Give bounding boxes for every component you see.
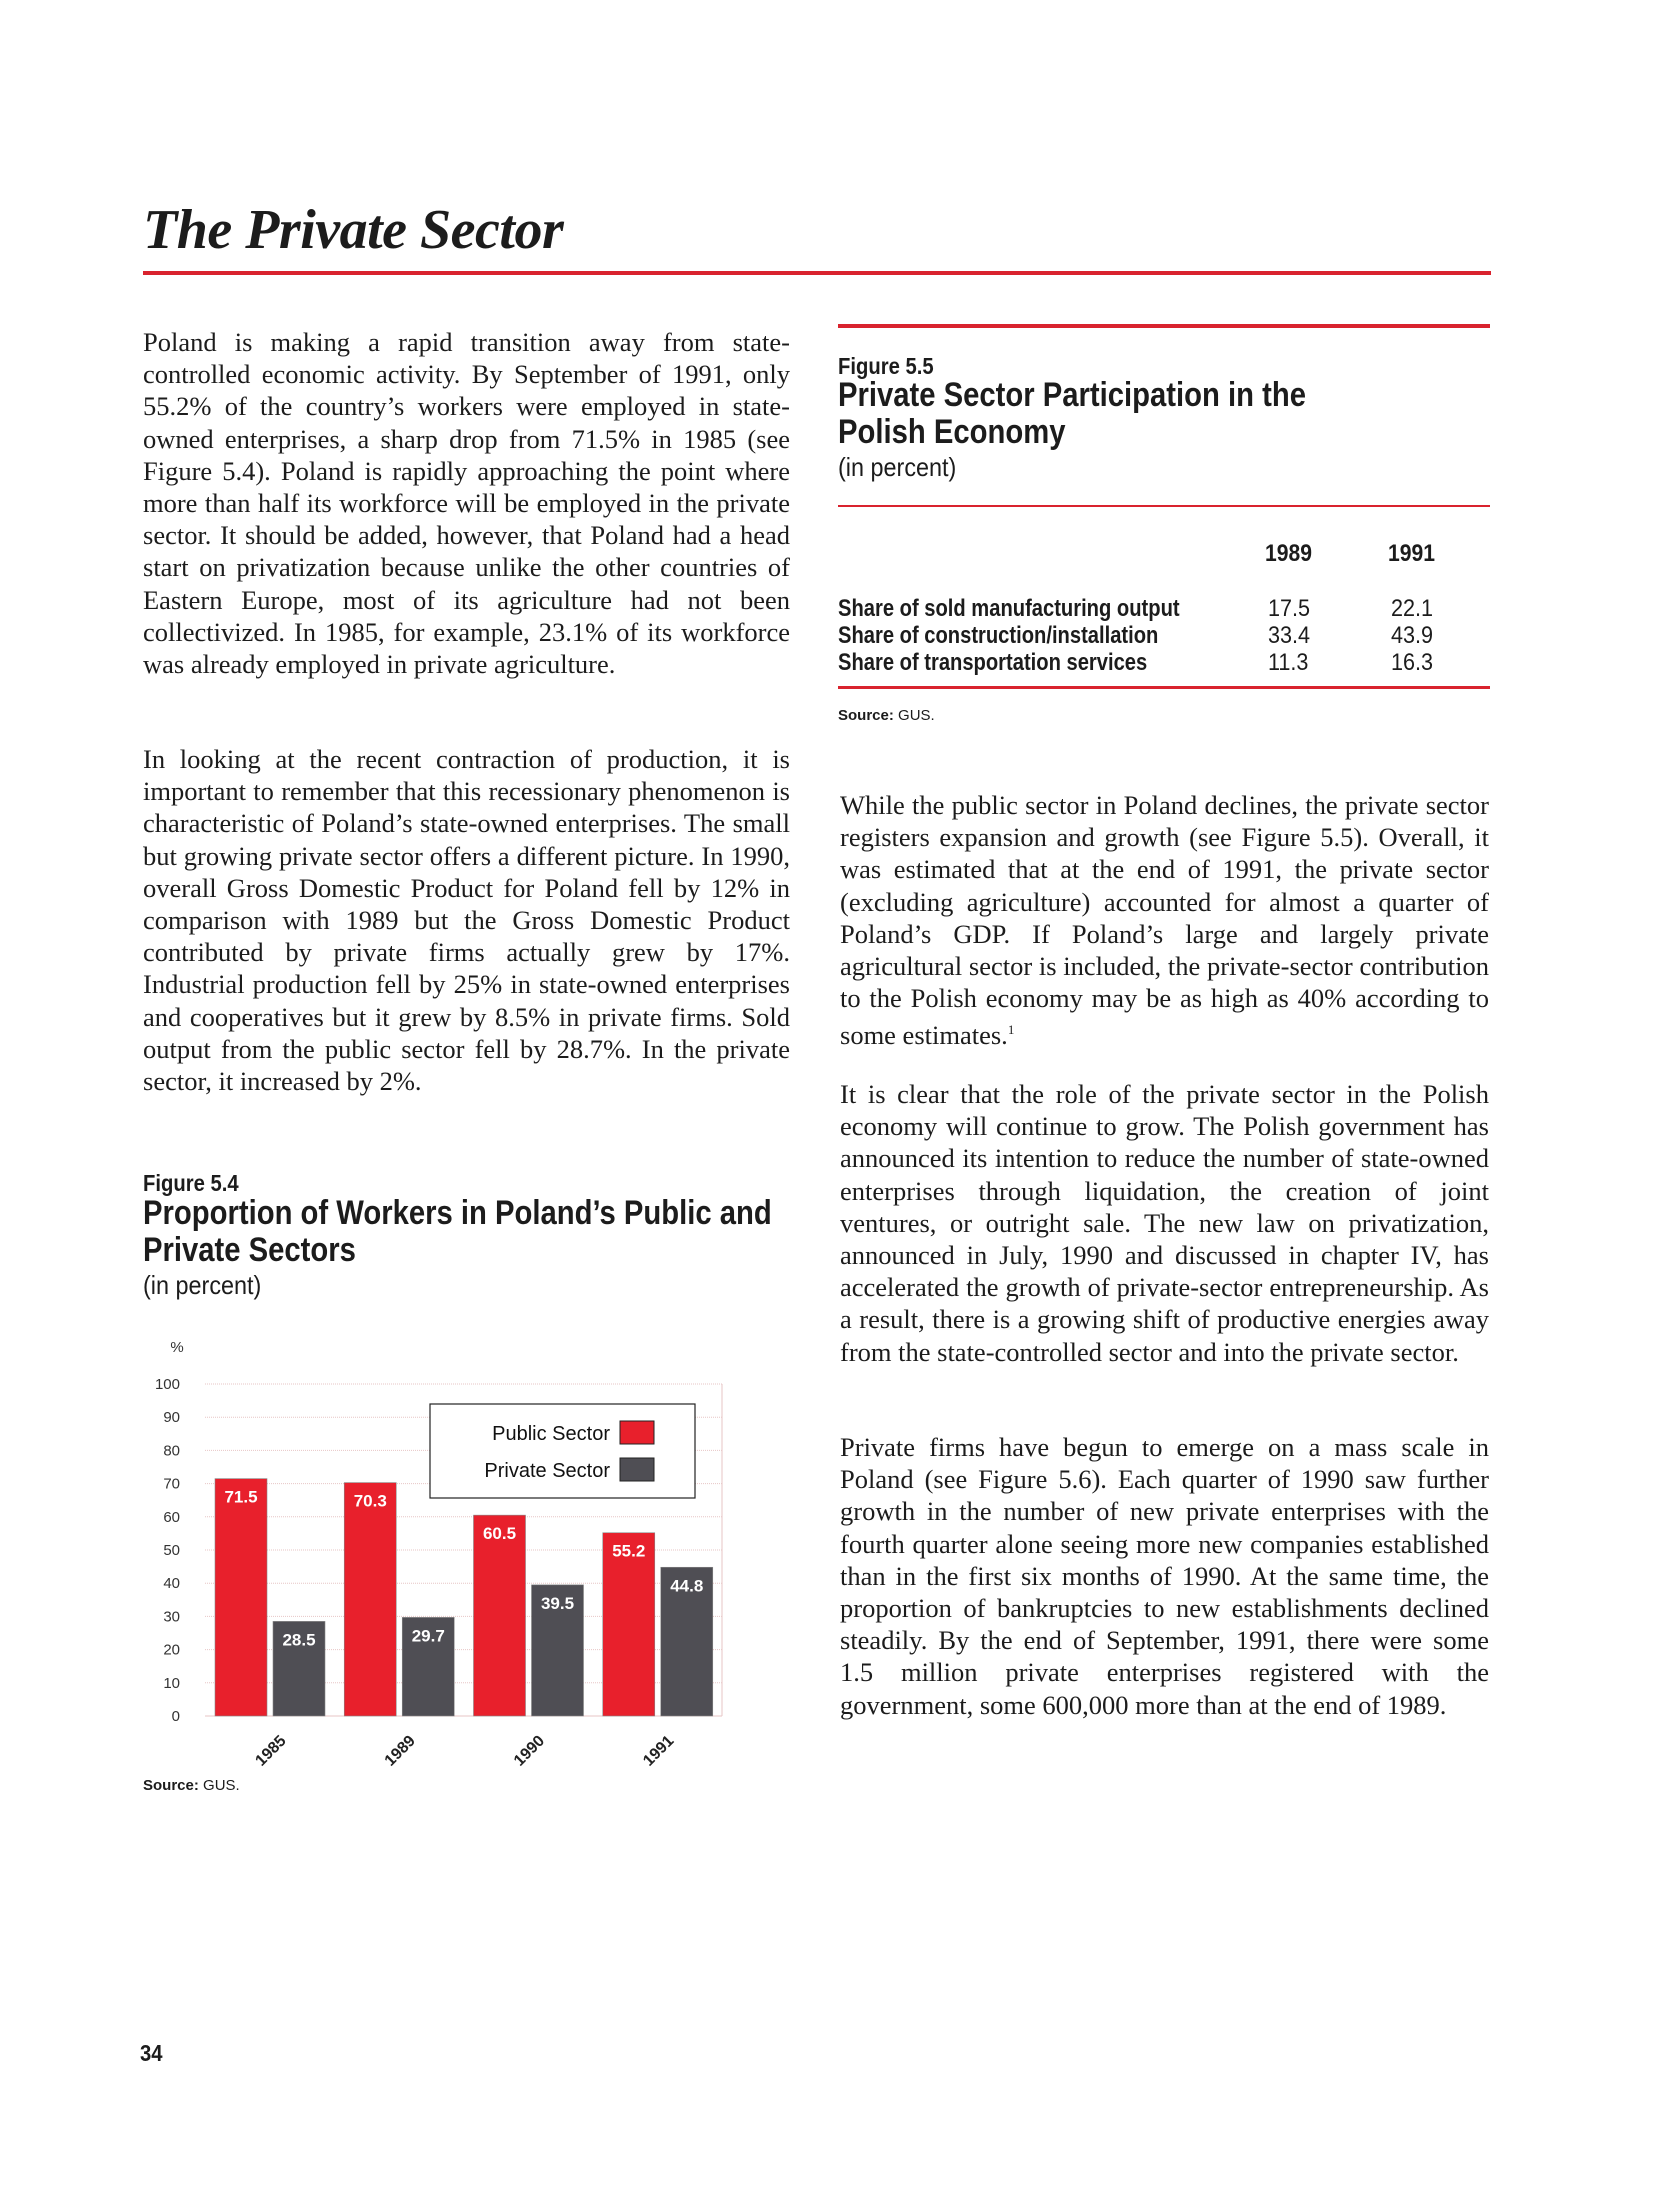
chart-legend (430, 1404, 695, 1498)
y-axis-unit-label: % (170, 1339, 184, 1356)
x-tick-label: 1991 (640, 1732, 678, 1770)
y-tick-label: 70 (163, 1475, 180, 1493)
right-paragraph-2: It is clear that the role of the private sector in the Polish economy will continue to grow. The Polish government has announced its intention to reduce the number of state-owned enterprises through liquidation, the creation of joint ventures, or outright sale. The new law on privatization, announced in July, 1990 and discussed in chapter IV, has accelerated the growth of private-sector entrepreneurship. As a result, there is a growing shift of productive energies away from the state-controlled sector and into the private sector. (840, 1079, 1489, 1367)
x-tick-label: 1990 (510, 1732, 549, 1770)
y-tick-label: 10 (163, 1674, 180, 1692)
right-paragraph-1 (840, 789, 1489, 1051)
table-column-1989: 1989 (1265, 540, 1312, 567)
figure-5-5-title-line2: Polish Economy (838, 413, 1066, 451)
y-tick-label: 90 (163, 1409, 180, 1427)
y-tick-label: 50 (163, 1542, 180, 1559)
bar-data-label: 39.5 (540, 1593, 575, 1613)
figure-5-5-title-line1: Private Sector Participation in the (838, 376, 1306, 414)
x-tick-label: 1985 (252, 1732, 290, 1770)
table-cell-1991: 16.3 (1391, 649, 1434, 676)
bar-data-label: 28.5 (282, 1630, 316, 1650)
legend-label: Private Sector (484, 1460, 610, 1482)
figure-5-5-unit: (in percent) (838, 452, 957, 482)
left-paragraph-2: In looking at the recent contraction of production, it is important to remember that this recessionary phenomenon is characteristic of Poland’s state-owned enterprises. The small but growing private sector offers a different picture. In 1990, overall Gross Domestic Product for Poland fell by 12% in comparison with 1989 but the Gross Domestic Product contributed by private firms actually grew by 17%. Industrial production fell by 25% in state-owned enterprises and cooperatives but it grew by 8.5% in private firms. Sold output from the public sector fell by 28.7%. In the private sector, it increased by 2%. (143, 744, 790, 1097)
figure-5-4-label: Figure 5.4 (143, 1170, 239, 1196)
source-text: GUS. (898, 707, 935, 724)
figure-5-4-chart (140, 1330, 740, 1770)
figure-5-5-top-rule (838, 324, 1490, 328)
bar-public-sector-1989 (344, 1483, 396, 1716)
table-cell-1989: 33.4 (1268, 622, 1311, 649)
page-title: The Private Sector (143, 199, 564, 261)
table-cell-1989: 11.3 (1268, 649, 1309, 676)
legend-label: Public Sector (492, 1423, 610, 1445)
x-tick-label: 1989 (381, 1732, 419, 1770)
y-tick-label: 80 (163, 1442, 180, 1460)
bar-data-label: 60.5 (482, 1524, 517, 1544)
bar-data-label: 71.5 (224, 1487, 258, 1507)
y-tick-label: 20 (163, 1641, 180, 1659)
y-tick-label: 60 (163, 1508, 180, 1526)
table-cell-1991: 22.1 (1391, 595, 1434, 622)
source-prefix: Source: (838, 707, 894, 724)
footnote-mark: 1 (1007, 1022, 1015, 1038)
figure-5-4-source (143, 1777, 240, 1794)
source-prefix: Source: (143, 1777, 199, 1794)
table-column-1991: 1991 (1388, 540, 1435, 567)
figure-5-4-title-line1: Proportion of Workers in Poland’s Public and (143, 1194, 772, 1232)
title-rule (143, 271, 1491, 275)
bar-data-label: 55.2 (612, 1541, 646, 1561)
figure-5-5-source (838, 707, 935, 724)
table-row-label: Share of construction/installation (838, 622, 1159, 649)
table-cell-1991: 43.9 (1391, 622, 1434, 649)
y-tick-label: 0 (171, 1708, 180, 1725)
y-tick-label: 40 (163, 1575, 180, 1593)
figure-5-5-label: Figure 5.5 (838, 353, 934, 379)
table-row-label: Share of transportation services (838, 649, 1148, 676)
figure-5-4-title-line2: Private Sectors (143, 1231, 356, 1269)
bar-data-label: 29.7 (411, 1626, 445, 1646)
bar-data-label: 70.3 (353, 1491, 387, 1511)
bar-public-sector-1990 (474, 1515, 526, 1716)
bar-public-sector-1985 (215, 1479, 267, 1716)
y-tick-label: 30 (163, 1608, 180, 1626)
right-paragraph-3: Private firms have begun to emerge on a mass scale in Poland (see Figure 5.6). Each quarter of 1990 saw further growth in the number of new private enterprises with the fourth quarter alone seeing more new companies established than in the first six months of 1990. At the same time, the proportion of bankruptcies to new establishments declined steadily. By the end of September, 1991, there were some 1.5 million private enterprises registered with the government, some 600,000 more than at the end of 1989. (840, 1432, 1489, 1720)
bar-data-label: 44.8 (670, 1576, 704, 1596)
source-text: GUS. (203, 1777, 240, 1794)
y-tick-label: 100 (154, 1376, 180, 1393)
figure-5-5-header-rule (838, 505, 1490, 507)
left-paragraph-1: Poland is making a rapid transition away from state-controlled economic activity. By September of 1991, only 55.2% of the country’s workers were employed in state-owned enterprises, a sharp drop from 71.5% in 1985 (see Figure 5.4). Poland is rapidly approaching the point where more than half its workforce will be employed in the private sector. It should be added, however, that Poland had a head start on privatization because unlike the other countries of Eastern Europe, most of its agriculture had not been collectivized. In 1985, for example, 23.1% of its workforce was already employed in private agriculture. (143, 327, 790, 680)
legend-swatch (620, 1421, 654, 1444)
table-cell-1989: 17.5 (1268, 595, 1311, 622)
legend-swatch (620, 1458, 654, 1481)
bar-chart-svg (140, 1330, 740, 1770)
right-paragraph-1-text: While the public sector in Poland declines, the private sector registers expansion and growth (see Figure 5.5). Overall, it was estimated that at the end of 1991, the private sector (excluding agriculture) accounted for almost a quarter of Poland’s GDP. If Poland’s large and largely private agricultural sector is included, the private-sector contribution to the Polish economy may be as high as 40% according to some estimates. (840, 790, 1489, 1051)
figure-5-5-bottom-rule (838, 686, 1490, 689)
page-number: 34 (140, 2040, 163, 2066)
figure-5-4-unit: (in percent) (143, 1270, 262, 1300)
table-row-label: Share of sold manufacturing output (838, 595, 1180, 622)
